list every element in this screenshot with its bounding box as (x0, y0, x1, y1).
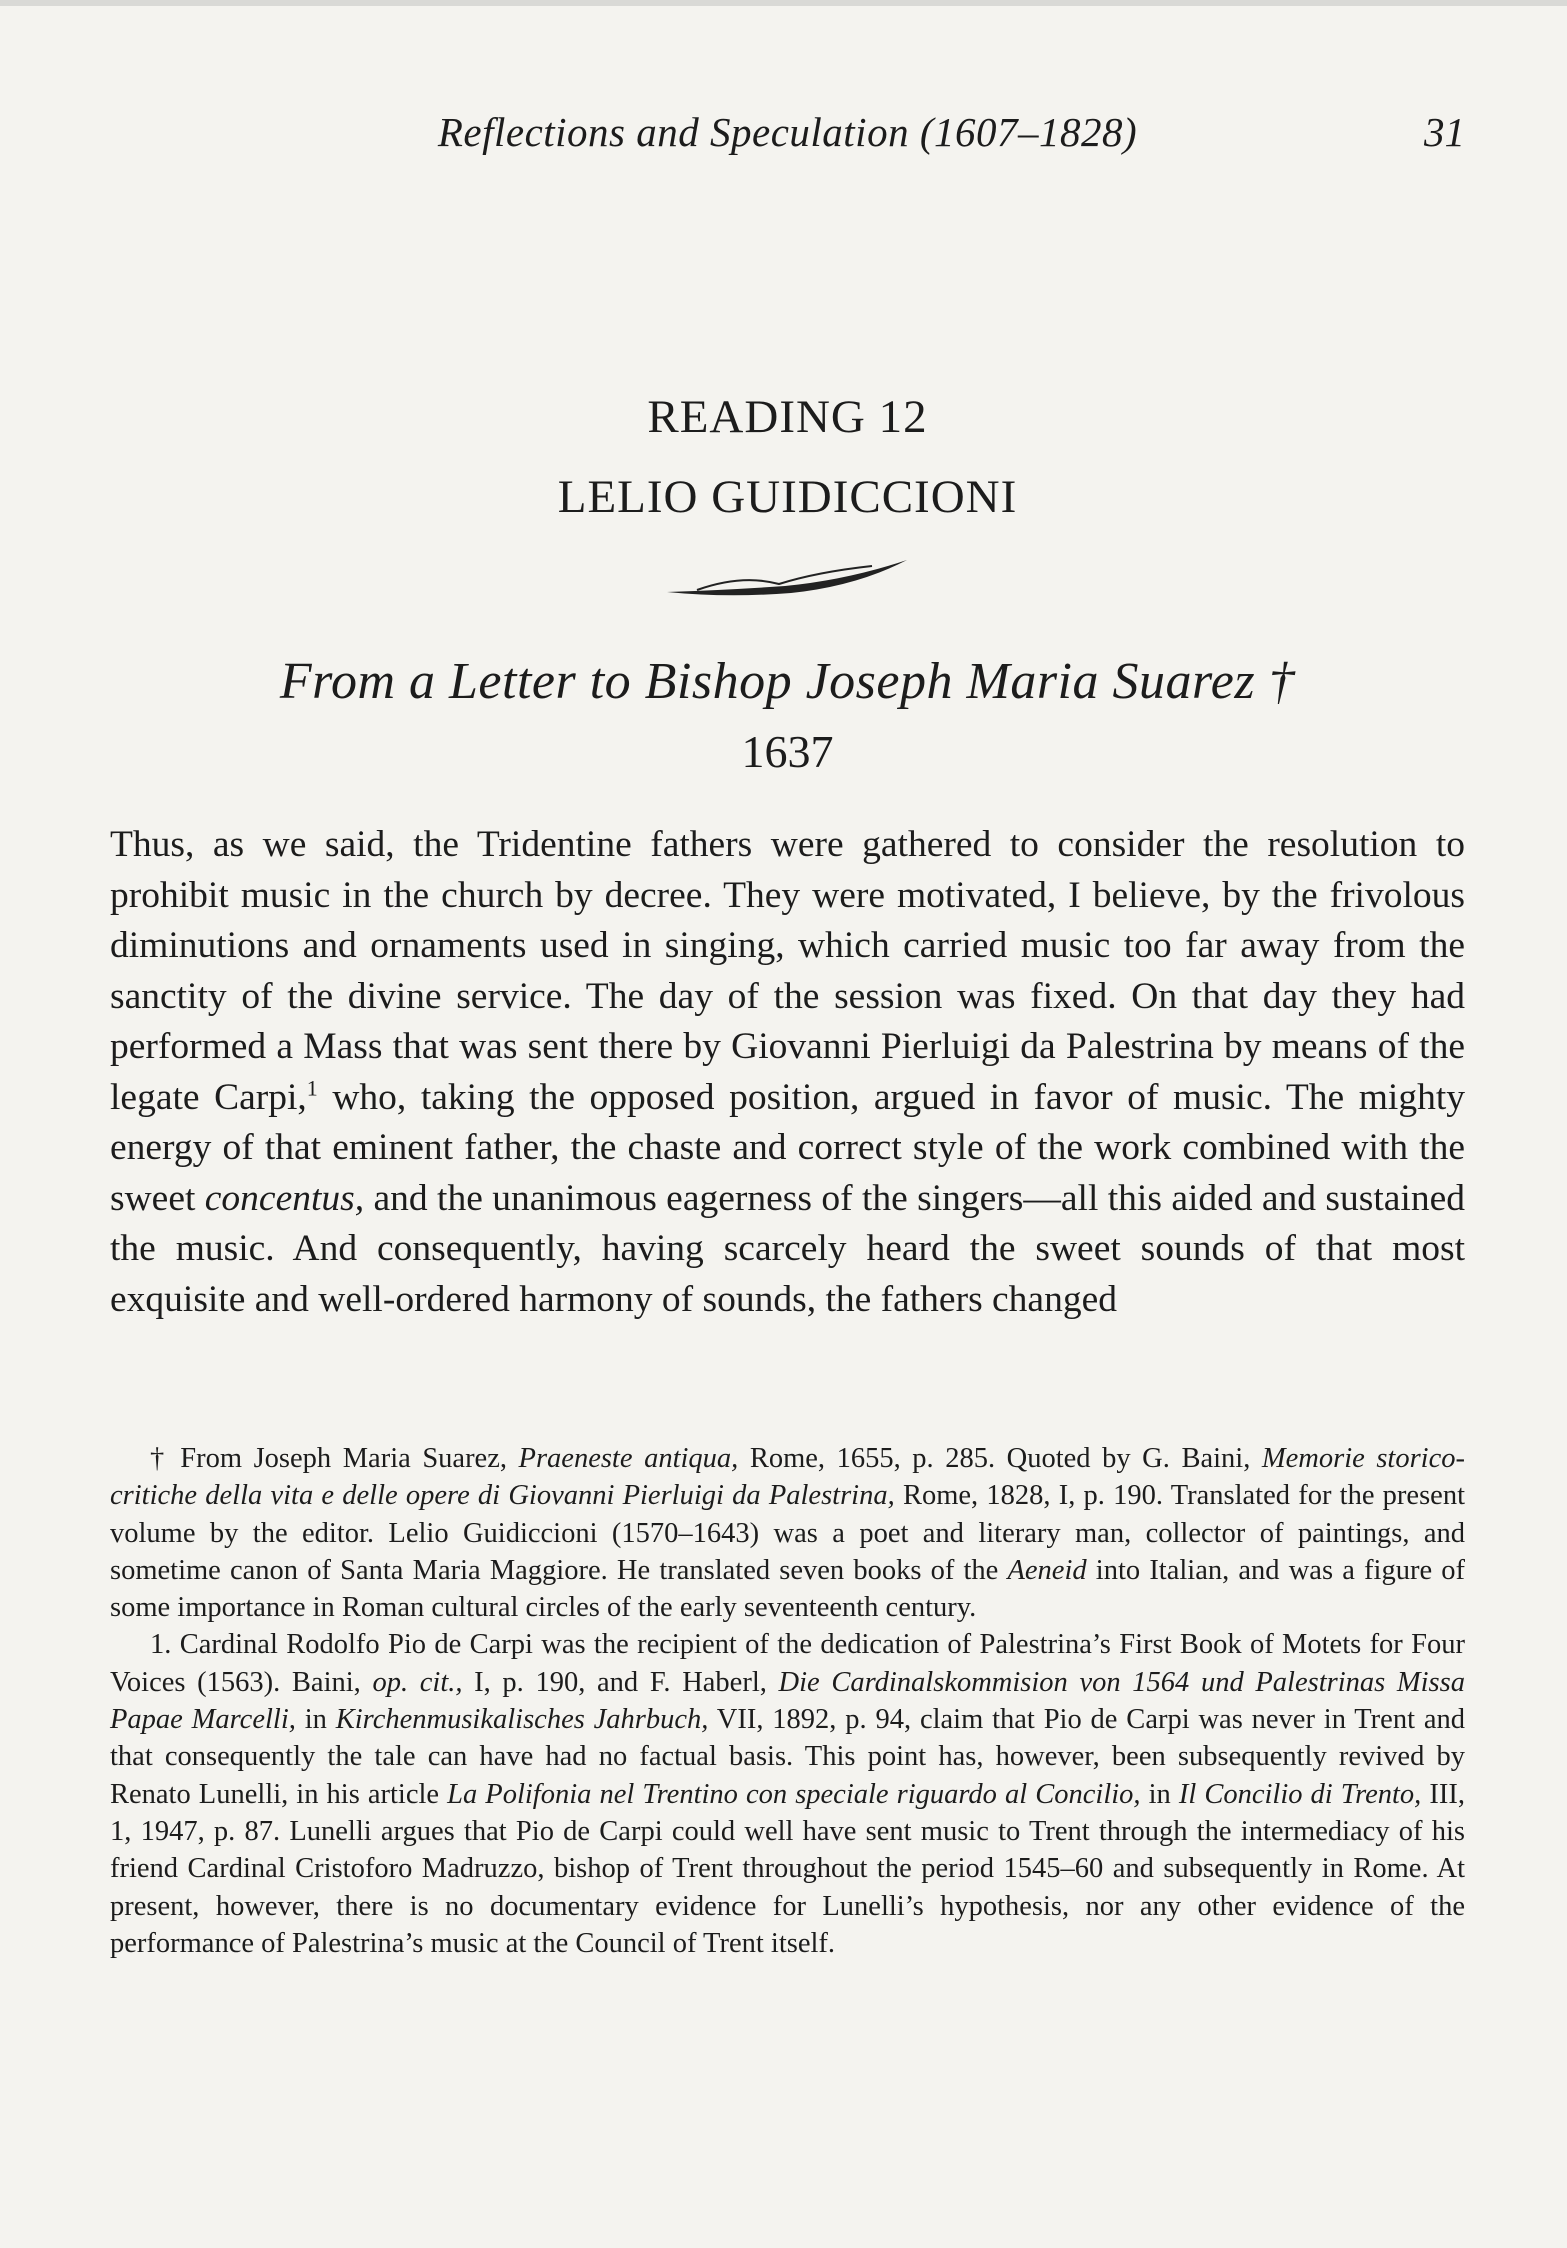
body-text-part: Thus, as we said, the Tridentine fathers were gathered to consider the resolution to prohibit music in the church by decree. They were motivated, I believe, by the frivolous diminutions and ornaments used in singing, which carried music too far away from the sanctity of the divine service. The day of the session was fixed. On that day they had performed a Mass that was sent there by Giovanni Pierluigi da Palestrina by means of the legate Carpi, (110, 824, 1465, 1118)
footnote-italic: Il Concilio di Trento, (1178, 1778, 1422, 1810)
footnote-italic: La Polifonia nel Trentino con speciale riguardo al Concilio, (447, 1778, 1141, 1810)
scan-top-edge (0, 0, 1567, 6)
body-paragraph (110, 820, 1465, 1325)
footnote-italic: op. cit., (372, 1666, 463, 1698)
footnote-italic: Kirchenmusikalisches Jahrbuch, (335, 1704, 709, 1736)
footnote-text: III, 1, 1947, p. 87. Lunelli argues that Pio de Carpi could well have sent music to Trent through the intermediacy of his friend Cardinal Cristoforo Madruzzo, bishop of Trent throughout the period 1545–60 and subsequently in Rome. At present, however, there is no documentary evidence for Lunelli’s hypothesis, nor any other evidence of the performance of Palestrina’s music at the Council of Trent itself. (110, 1778, 1465, 1959)
author-name: LELIO GUIDICCIONI (557, 471, 1018, 523)
letter-year: 1637 (741, 726, 834, 777)
body-text-part: who, taking the opposed position, argued in favor of music. The mighty energy of that eminent father, the chaste and correct style of the work combined with the sweet (110, 1076, 1465, 1219)
footnote-text: in (295, 1704, 336, 1736)
footnotes (110, 1440, 1465, 1962)
footnote-italic: Die Cardinalskommision von 1564 und Palestrinas Missa Papae Marcelli, (110, 1666, 1465, 1736)
letter-subtitle: From a Letter to Bishop Joseph Maria Suarez † (279, 653, 1296, 710)
footnote-text: I, p. 190, and F. Haberl, (462, 1666, 779, 1698)
footnote-italic: Memorie storico-critiche della vita e delle opere di Giovanni Pierluigi da Palestrina, (110, 1443, 1465, 1512)
running-head (110, 108, 1465, 168)
footnote-italic: Aeneid (1007, 1554, 1087, 1586)
source-footnote (110, 1440, 1465, 1626)
page-number: 31 (1424, 109, 1465, 155)
body-italic-term: concentus, (204, 1177, 365, 1219)
footnote-1 (110, 1626, 1465, 1962)
footnote-text: Rome, 1828, I, p. 190. Translated for the present volume by the editor. Lelio Guidiccioni (1570–1643) was a poet and literary man, collector of paintings, and sometime canon of Santa Maria Maggiore. He translated seven books of the (110, 1480, 1465, 1586)
footnote-text: VII, 1892, p. 94, claim that Pio de Carpi was never in Trent and that consequently the tale can have had no factual basis. This point has, however, been subsequently revived by Renato Lunelli, in his article (110, 1704, 1465, 1810)
footnote-text: into Italian, and was a figure of some importance in Roman cultural circles of the early seventeenth century. (110, 1554, 1466, 1624)
body-text-part: and the unanimous eagerness of the singers—all this aided and sustained the music. And consequently, having scarcely heard the sweet sounds of that most exquisite and well-ordered harmony of sounds, the fathers changed (110, 1177, 1465, 1320)
footnote-text: in (1140, 1778, 1179, 1810)
footnote-text: Rome, 1655, p. 285. Quoted by G. Baini, (738, 1443, 1262, 1474)
footnote-text: † From Joseph Maria Suarez, (150, 1443, 519, 1474)
running-title: Reflections and Speculation (1607–1828) (437, 109, 1138, 155)
footnote-italic: Praeneste antiqua, (518, 1443, 739, 1474)
ornament-flourish-icon (667, 560, 907, 600)
footnote-text: 1. Cardinal Rodolfo Pio de Carpi was the recipient of the dedication of Palestrina’s First Book of Motets for Four Voices (1563). Baini, (110, 1629, 1465, 1698)
reading-label: READING 12 (647, 391, 928, 443)
footnote-reference: 1 (306, 1075, 318, 1100)
